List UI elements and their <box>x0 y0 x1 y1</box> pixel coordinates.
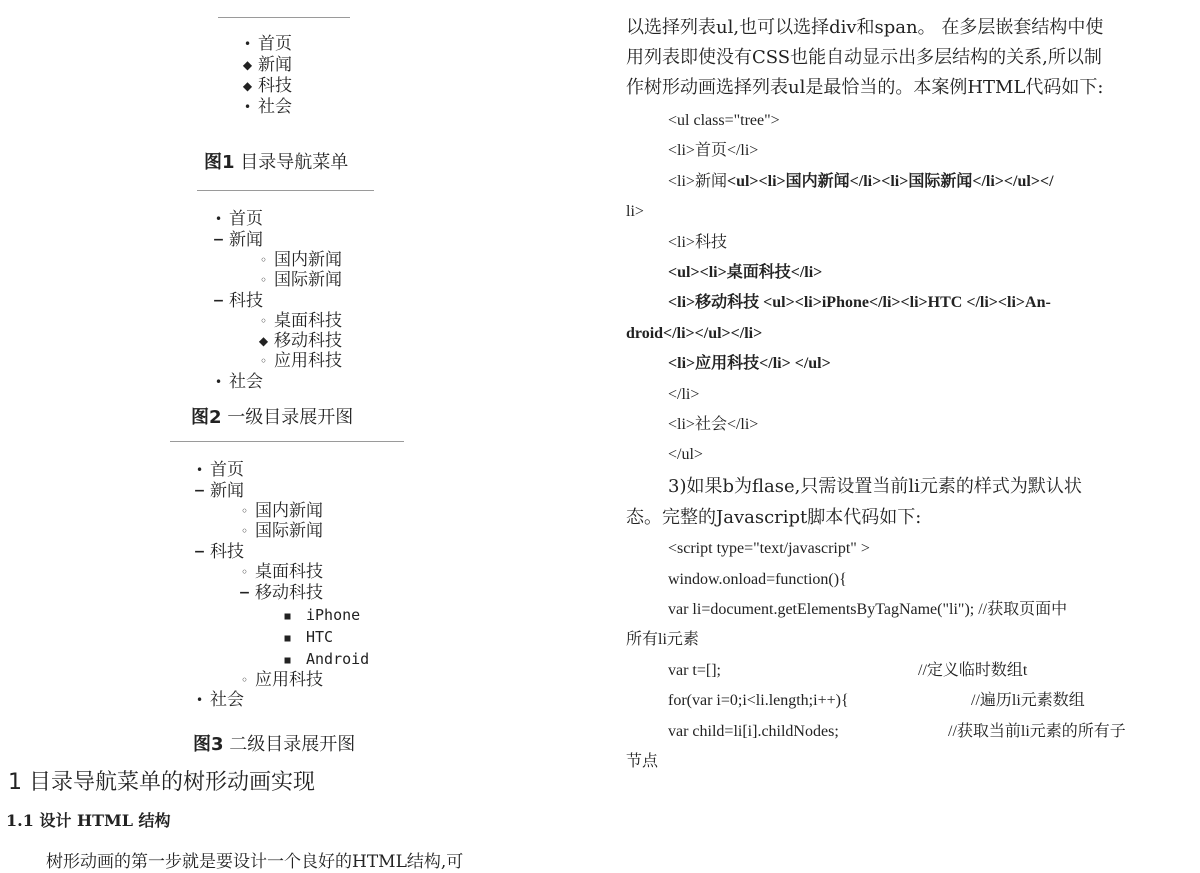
tree-item: ◦ 桌面科技 <box>238 562 323 582</box>
tree-item: • 首页 <box>193 460 244 480</box>
code-comment: //获取当前li元素的所有子 <box>948 723 1126 740</box>
bullet-dot-icon: • <box>243 100 252 114</box>
body-text-line: 作树形动画选择列表ul是最恰当的。本案例HTML代码如下: <box>626 77 1104 98</box>
tree-item: ◆ 新闻 <box>242 55 292 75</box>
code-line: for(var i=0;i<li.length;i++){ <box>668 692 849 709</box>
bullet-circle-icon: ◦ <box>259 273 268 287</box>
bullet-square-icon: ■ <box>284 611 291 622</box>
bullet-circle-icon: ◦ <box>240 524 249 538</box>
tree-item: − 科技 <box>212 291 263 311</box>
code-line: 所有li元素 <box>626 631 699 648</box>
code-line: li> <box>626 203 644 220</box>
code-comment: //定义临时数组t <box>918 662 1028 679</box>
tree-item: − 新闻 <box>212 230 263 250</box>
tree-item: − 移动科技 <box>238 583 323 603</box>
body-text-line: 以选择列表ul,也可以选择div和span。 在多层嵌套结构中使 <box>626 17 1104 38</box>
tree-item: • 首页 <box>241 34 292 54</box>
bullet-dot-icon: • <box>243 37 252 51</box>
code-line: </ul> <box>668 446 703 463</box>
tree-item: ◦ 应用科技 <box>238 670 323 690</box>
tree-item: • 首页 <box>212 209 263 229</box>
bullet-dash-icon: − <box>238 585 251 601</box>
bullet-circle-icon: ◦ <box>259 314 268 328</box>
tree-item: ◦ 国际新闻 <box>257 270 342 290</box>
bullet-diamond-icon: ◆ <box>258 334 269 348</box>
bullet-circle-icon: ◦ <box>259 253 268 267</box>
code-comment: //遍历li元素数组 <box>971 692 1085 709</box>
code-line: droid</li></ul></li> <box>626 325 763 342</box>
bullet-dot-icon: • <box>214 212 223 226</box>
code-line: </li> <box>668 386 700 403</box>
tree-item: ◦ 国内新闻 <box>257 250 342 270</box>
tree-item: • 社会 <box>193 690 244 710</box>
body-text-line: 态。完整的Javascript脚本代码如下: <box>626 507 922 528</box>
tree-item: ■ Android <box>281 649 369 671</box>
bullet-dot-icon: • <box>195 463 204 477</box>
tree-item: − 科技 <box>193 542 244 562</box>
bullet-dot-icon: • <box>214 375 223 389</box>
tree-item: ◦ 桌面科技 <box>257 311 342 331</box>
figure1-caption: 图1 目录导航菜单 <box>204 152 349 173</box>
tree-item: ◆ 科技 <box>242 76 292 96</box>
tree-item: ■ HTC <box>281 627 333 649</box>
bullet-dash-icon: − <box>212 293 225 309</box>
code-line: var child=li[i].childNodes; <box>668 723 839 740</box>
code-line: var t=[]; <box>668 662 721 679</box>
code-line: 节点 <box>626 753 659 770</box>
bullet-diamond-icon: ◆ <box>242 58 253 72</box>
code-line: <li>移动科技 <ul><li>iPhone</li><li>HTC </li><li>An- <box>668 294 1051 311</box>
code-line: <li>新闻<ul><li>国内新闻</li><li>国际新闻</li></ul></ <box>668 173 1054 190</box>
right-column <box>626 0 1192 873</box>
code-line: var li=document.getElementsByTagName("li"); //获取页面中 <box>668 601 1068 618</box>
bullet-circle-icon: ◦ <box>240 504 249 518</box>
code-line: <li>社会</li> <box>668 416 759 433</box>
figure2-caption: 图2 一级目录展开图 <box>191 407 354 428</box>
tree-item: • 社会 <box>241 97 292 117</box>
code-line: <li>首页</li> <box>668 142 759 159</box>
body-text-line: 用列表即使没有CSS也能自动显示出多层结构的关系,所以制 <box>626 47 1102 68</box>
bullet-square-icon: ■ <box>284 633 291 644</box>
tree-item: • 社会 <box>212 372 263 392</box>
section-heading: 1 目录导航菜单的树形动画实现 <box>8 770 315 795</box>
bullet-circle-icon: ◦ <box>240 673 249 687</box>
code-line: window.onload=function(){ <box>668 571 847 588</box>
code-line: <li>科技 <box>668 234 727 251</box>
code-line: <script type="text/javascript" > <box>668 540 870 557</box>
tree-item: − 新闻 <box>193 481 244 501</box>
code-line: <li>应用科技</li> </ul> <box>668 355 831 372</box>
figure1-top-rule <box>218 17 350 18</box>
bullet-circle-icon: ◦ <box>240 565 249 579</box>
tree-item: ◦ 国内新闻 <box>238 501 323 521</box>
figure3-caption: 图3 二级目录展开图 <box>193 734 356 755</box>
tree-item: ■ iPhone <box>281 605 360 627</box>
bullet-dot-icon: • <box>195 693 204 707</box>
tree-item: ◆ 移动科技 <box>258 331 342 351</box>
paragraph-text: 树形动画的第一步就是要设计一个良好的HTML结构,可 <box>46 852 464 872</box>
body-text-line: 3)如果b为flase,只需设置当前li元素的样式为默认状 <box>668 476 1082 497</box>
bullet-circle-icon: ◦ <box>259 354 268 368</box>
subsection-heading: 1.1 设计 HTML 结构 <box>6 811 171 830</box>
code-line: <ul><li>桌面科技</li> <box>668 264 823 281</box>
tree-item: ◦ 国际新闻 <box>238 521 323 541</box>
tree-item: ◦ 应用科技 <box>257 351 342 371</box>
figure2-top-rule <box>197 190 374 191</box>
bullet-dash-icon: − <box>193 544 206 560</box>
figure3-top-rule <box>170 441 404 442</box>
code-line: <ul class="tree"> <box>668 112 780 129</box>
bullet-square-icon: ■ <box>284 655 291 666</box>
bullet-dash-icon: − <box>193 483 206 499</box>
bullet-diamond-icon: ◆ <box>242 79 253 93</box>
bullet-dash-icon: − <box>212 232 225 248</box>
